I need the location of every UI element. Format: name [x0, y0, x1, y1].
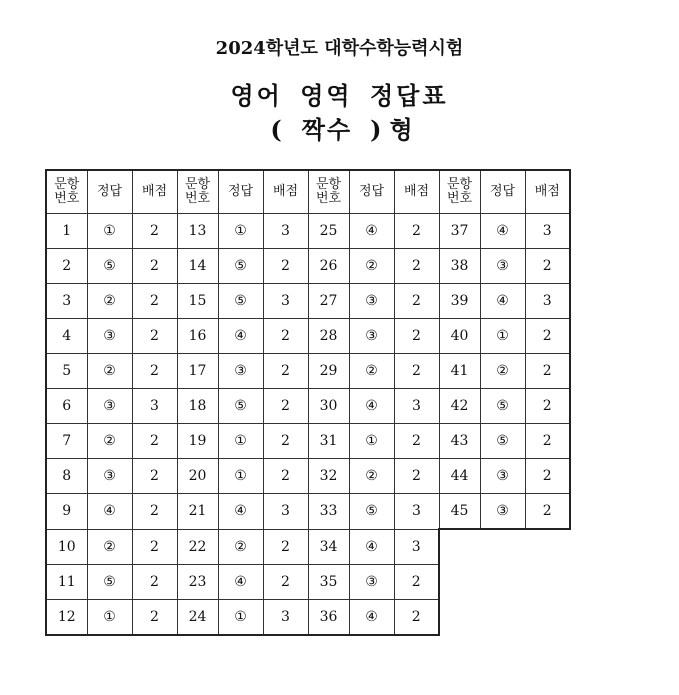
- cell-points: 2: [263, 459, 308, 494]
- cell-answer: ①: [480, 319, 525, 354]
- table-row: [46, 494, 570, 530]
- cell-answer: ②: [218, 529, 263, 564]
- cell-points: 2: [394, 354, 439, 389]
- cell-num: 25: [308, 214, 349, 249]
- table-row: [46, 424, 570, 459]
- cell-num: 16: [177, 319, 218, 354]
- table-row: [46, 249, 570, 284]
- cell-points: 2: [132, 599, 177, 635]
- exam-type-line: [0, 110, 679, 145]
- cell-points: 2: [394, 249, 439, 284]
- header-answer-g3: 정답: [349, 170, 394, 214]
- table-body: [46, 214, 570, 635]
- empty-cell: [439, 564, 480, 599]
- cell-num: 32: [308, 459, 349, 494]
- cell-answer: ④: [218, 319, 263, 354]
- cell-points: 2: [394, 284, 439, 319]
- cell-points: 2: [525, 354, 570, 389]
- cell-answer: ②: [349, 459, 394, 494]
- cell-num: 43: [439, 424, 480, 459]
- cell-num: 45: [439, 494, 480, 530]
- cell-points: 2: [132, 319, 177, 354]
- cell-points: 3: [394, 494, 439, 530]
- cell-answer: ①: [218, 424, 263, 459]
- cell-points: 3: [394, 389, 439, 424]
- cell-num: 34: [308, 529, 349, 564]
- cell-num: 19: [177, 424, 218, 459]
- header-number-g3: 문항 번호: [308, 170, 349, 214]
- cell-points: 3: [263, 284, 308, 319]
- empty-cell: [525, 599, 570, 635]
- cell-answer: ④: [349, 529, 394, 564]
- cell-answer: ②: [87, 284, 132, 319]
- cell-points: 2: [525, 424, 570, 459]
- cell-points: 2: [132, 354, 177, 389]
- cell-num: 12: [46, 599, 87, 635]
- cell-points: 2: [263, 424, 308, 459]
- cell-num: 30: [308, 389, 349, 424]
- cell-num: 21: [177, 494, 218, 530]
- cell-num: 4: [46, 319, 87, 354]
- cell-num: 1: [46, 214, 87, 249]
- table-header-row: [46, 170, 570, 214]
- cell-points: 2: [394, 424, 439, 459]
- cell-num: 9: [46, 494, 87, 530]
- header-points-g4: 배점: [525, 170, 570, 214]
- cell-num: 24: [177, 599, 218, 635]
- cell-points: 2: [263, 354, 308, 389]
- answer-key-table-wrap: [45, 169, 571, 636]
- cell-num: 41: [439, 354, 480, 389]
- exam-type-suffix: 형: [389, 115, 415, 144]
- cell-answer: ④: [349, 599, 394, 635]
- empty-cell: [480, 564, 525, 599]
- cell-num: 13: [177, 214, 218, 249]
- cell-points: 3: [525, 214, 570, 249]
- cell-num: 8: [46, 459, 87, 494]
- cell-points: 2: [132, 494, 177, 530]
- cell-num: 14: [177, 249, 218, 284]
- cell-answer: ⑤: [218, 249, 263, 284]
- cell-answer: ⑤: [480, 424, 525, 459]
- cell-points: 2: [132, 214, 177, 249]
- cell-answer: ③: [87, 319, 132, 354]
- cell-points: 2: [394, 319, 439, 354]
- cell-answer: ④: [349, 389, 394, 424]
- cell-points: 2: [132, 284, 177, 319]
- cell-num: 26: [308, 249, 349, 284]
- cell-answer: ②: [349, 354, 394, 389]
- cell-num: 42: [439, 389, 480, 424]
- cell-points: 2: [132, 529, 177, 564]
- header-number-g2: 문항 번호: [177, 170, 218, 214]
- cell-answer: ②: [349, 249, 394, 284]
- header-answer-g1: 정답: [87, 170, 132, 214]
- cell-answer: ③: [349, 319, 394, 354]
- cell-answer: ②: [87, 424, 132, 459]
- table-row: [46, 459, 570, 494]
- cell-points: 3: [263, 214, 308, 249]
- cell-num: 35: [308, 564, 349, 599]
- type-close-paren: ): [370, 115, 384, 144]
- cell-num: 10: [46, 529, 87, 564]
- table-row: [46, 389, 570, 424]
- cell-points: 2: [394, 214, 439, 249]
- cell-num: 7: [46, 424, 87, 459]
- cell-answer: ④: [87, 494, 132, 530]
- cell-points: 2: [263, 319, 308, 354]
- cell-points: 3: [263, 494, 308, 530]
- cell-num: 18: [177, 389, 218, 424]
- cell-points: 2: [132, 424, 177, 459]
- cell-answer: ②: [480, 354, 525, 389]
- empty-cell: [439, 529, 480, 564]
- cell-points: 2: [263, 249, 308, 284]
- cell-num: 39: [439, 284, 480, 319]
- cell-points: 3: [525, 284, 570, 319]
- cell-num: 20: [177, 459, 218, 494]
- cell-answer: ②: [87, 354, 132, 389]
- cell-points: 2: [525, 249, 570, 284]
- table-row: [46, 354, 570, 389]
- cell-answer: ④: [480, 214, 525, 249]
- header-points-g3: 배점: [394, 170, 439, 214]
- cell-answer: ①: [218, 599, 263, 635]
- cell-points: 2: [132, 564, 177, 599]
- header-points-g1: 배점: [132, 170, 177, 214]
- cell-points: 2: [525, 389, 570, 424]
- cell-answer: ③: [87, 389, 132, 424]
- cell-num: 15: [177, 284, 218, 319]
- header-answer-g2: 정답: [218, 170, 263, 214]
- table-row: [46, 599, 570, 635]
- cell-answer: ①: [218, 214, 263, 249]
- cell-answer: ⑤: [87, 249, 132, 284]
- cell-points: 2: [394, 564, 439, 599]
- cell-points: 2: [394, 599, 439, 635]
- table-row: [46, 529, 570, 564]
- answer-key-table: [45, 169, 571, 636]
- cell-num: 38: [439, 249, 480, 284]
- cell-num: 3: [46, 284, 87, 319]
- subject-title: 영어 영역 정답표: [230, 81, 449, 110]
- cell-answer: ①: [87, 599, 132, 635]
- cell-answer: ⑤: [480, 389, 525, 424]
- table-row: [46, 564, 570, 599]
- cell-answer: ②: [87, 529, 132, 564]
- cell-answer: ⑤: [218, 284, 263, 319]
- exam-type-name: 짝수: [301, 115, 353, 144]
- table-row: [46, 214, 570, 249]
- cell-points: 2: [394, 459, 439, 494]
- cell-points: 2: [263, 564, 308, 599]
- cell-num: 31: [308, 424, 349, 459]
- cell-points: 3: [263, 599, 308, 635]
- cell-points: 2: [263, 389, 308, 424]
- cell-num: 23: [177, 564, 218, 599]
- cell-answer: ①: [349, 424, 394, 459]
- header-number-g1: 문항 번호: [46, 170, 87, 214]
- header-points-g2: 배점: [263, 170, 308, 214]
- cell-num: 29: [308, 354, 349, 389]
- cell-points: 3: [394, 529, 439, 564]
- cell-answer: ①: [87, 214, 132, 249]
- cell-answer: ④: [349, 214, 394, 249]
- cell-num: 33: [308, 494, 349, 530]
- cell-num: 6: [46, 389, 87, 424]
- cell-num: 27: [308, 284, 349, 319]
- cell-answer: ④: [480, 284, 525, 319]
- cell-answer: ③: [349, 564, 394, 599]
- cell-points: 2: [132, 249, 177, 284]
- cell-points: 2: [525, 459, 570, 494]
- cell-num: 22: [177, 529, 218, 564]
- cell-num: 37: [439, 214, 480, 249]
- empty-cell: [480, 599, 525, 635]
- cell-answer: ③: [480, 494, 525, 530]
- cell-answer: ④: [218, 564, 263, 599]
- cell-num: 36: [308, 599, 349, 635]
- cell-answer: ③: [218, 354, 263, 389]
- header-number-g4: 문항 번호: [439, 170, 480, 214]
- cell-num: 28: [308, 319, 349, 354]
- cell-points: 2: [525, 494, 570, 530]
- cell-answer: ⑤: [87, 564, 132, 599]
- cell-num: 44: [439, 459, 480, 494]
- empty-cell: [480, 529, 525, 564]
- empty-cell: [439, 599, 480, 635]
- cell-points: 2: [525, 319, 570, 354]
- empty-cell: [525, 529, 570, 564]
- table-row: [46, 319, 570, 354]
- table-row: [46, 284, 570, 319]
- cell-answer: ⑤: [349, 494, 394, 530]
- cell-points: 2: [263, 529, 308, 564]
- cell-num: 5: [46, 354, 87, 389]
- exam-title: 2024학년도 대학수학능력시험: [215, 38, 464, 59]
- cell-points: 2: [132, 459, 177, 494]
- cell-answer: ③: [480, 459, 525, 494]
- cell-answer: ①: [218, 459, 263, 494]
- cell-answer: ④: [218, 494, 263, 530]
- cell-answer: ③: [480, 249, 525, 284]
- cell-answer: ⑤: [218, 389, 263, 424]
- header-answer-g4: 정답: [480, 170, 525, 214]
- cell-answer: ③: [87, 459, 132, 494]
- cell-num: 40: [439, 319, 480, 354]
- cell-answer: ③: [349, 284, 394, 319]
- cell-num: 17: [177, 354, 218, 389]
- cell-points: 3: [132, 389, 177, 424]
- cell-num: 2: [46, 249, 87, 284]
- type-open-paren: (: [270, 115, 284, 144]
- empty-cell: [525, 564, 570, 599]
- cell-num: 11: [46, 564, 87, 599]
